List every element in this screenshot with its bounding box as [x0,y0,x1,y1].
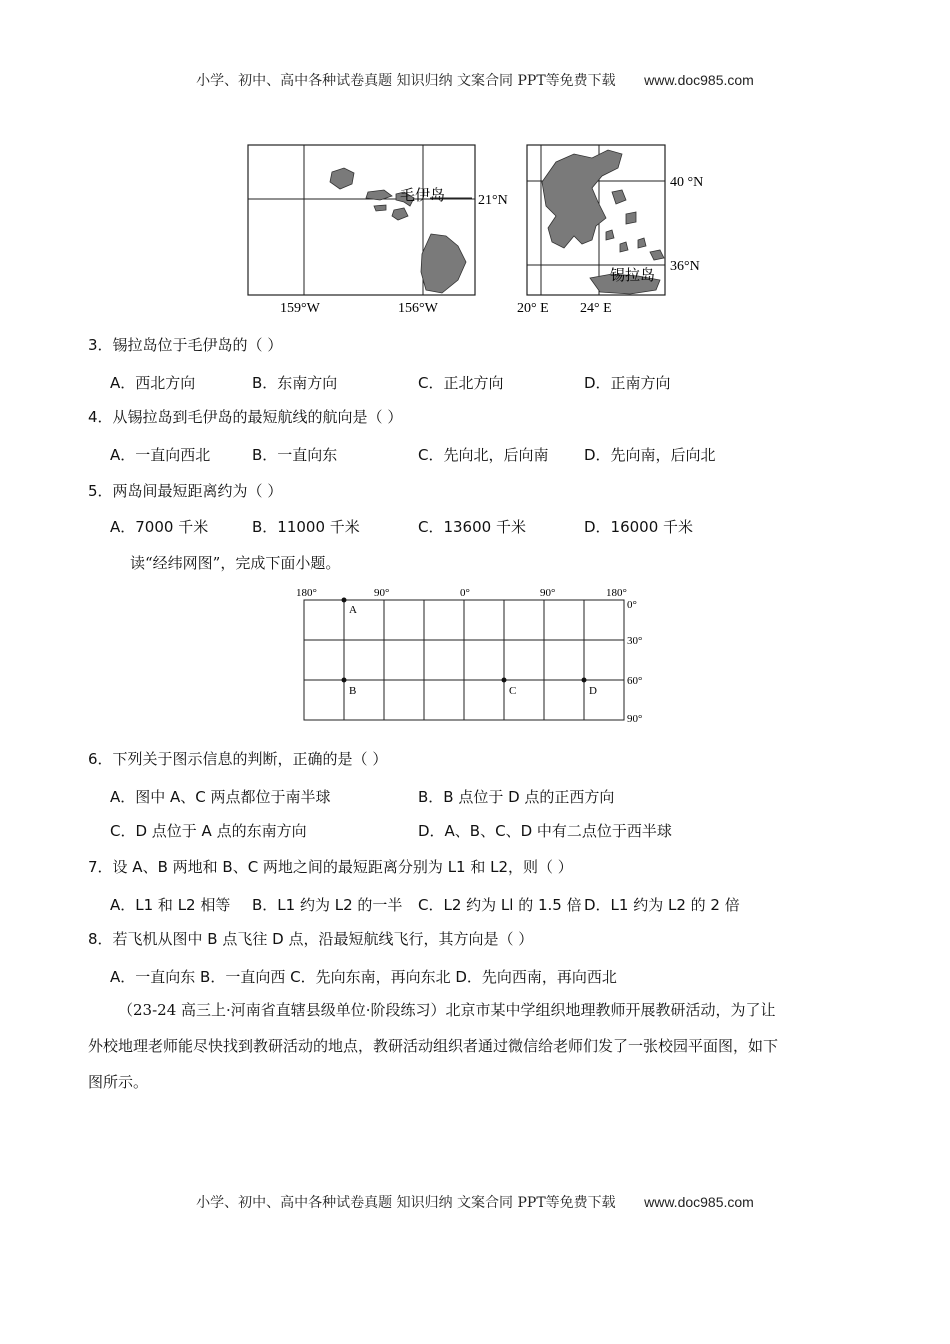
q7-option-c: C．L2 约为 Ll 的 1.5 倍 [418,896,582,914]
santorini-label: 锡拉岛 [610,268,656,284]
grid-lon-label-3: 0° [460,587,470,599]
q3-option-a: A．西北方向 [110,374,196,392]
q4-option-d: D．先向南，后向北 [584,446,716,464]
q3-option-d: D．正南方向 [584,374,671,392]
passage-line-3: 图所示。 [88,1073,149,1091]
q4-option-c: C．先向北，后向南 [418,446,549,464]
q6-option-b: B．B 点位于 D 点的正西方向 [418,788,615,806]
point-b-dot [342,678,347,683]
grid-lat-label-2: 30° [627,635,643,647]
point-d-label: D [589,685,597,697]
footer-text: 小学、初中、高中各种试卷真题 知识归纳 文案合同 PPT等免费下载 [196,1195,616,1211]
maui-lon-label-1: 159°W [280,301,320,316]
question-7-stem: 7．设 A、B 两地和 B、C 两地之间的最短距离分别为 L1 和 L2，则（ ） [88,858,573,876]
point-a-dot [342,598,347,603]
grid-intro: 读“经纬网图”，完成下面小题。 [130,554,341,572]
maui-map [248,145,508,316]
grid-lat-label-4: 90° [627,713,643,725]
q6-option-a: A．图中 A、C 两点都位于南半球 [110,788,331,806]
lat-lon-grid-figure [296,584,656,728]
page-header [0,70,950,90]
grid-lat-label-3: 60° [627,675,643,687]
point-b-label: B [349,685,357,697]
santorini-lat-label-2: 36°N [670,259,700,274]
question-8-stem: 8．若飞机从图中 B 点飞往 D 点，沿最短航线飞行，其方向是（ ） [88,930,534,948]
lat-lon-grid-svg [296,584,656,728]
question-4-stem: 4．从锡拉岛到毛伊岛的最短航线的航向是（ ） [88,408,403,426]
q3-option-c: C．正北方向 [418,374,504,392]
q4-option-a: A．一直向西北 [110,446,211,464]
header-url[interactable]: www.doc985.com [644,72,754,88]
maui-lon-label-2: 156°W [398,301,438,316]
point-d-dot [582,678,587,683]
point-c-label: C [509,685,517,697]
island-maps-svg [246,140,716,320]
footer-url[interactable]: www.doc985.com [644,1194,754,1210]
santorini-lat-label-1: 40 °N [670,175,704,190]
grid-lon-label-4: 90° [540,587,556,599]
header-text: 小学、初中、高中各种试卷真题 知识归纳 文案合同 PPT等免费下载 [196,73,616,89]
q5-option-c: C．13600 千米 [418,518,526,536]
q5-option-a: A．7000 千米 [110,518,209,536]
question-5-stem: 5．两岛间最短距离约为（ ） [88,482,283,500]
q5-option-b: B．11000 千米 [252,518,360,536]
island-maps-figure [246,140,716,320]
q7-option-d: D．L1 约为 L2 的 2 倍 [584,896,740,914]
question-3-stem: 3．锡拉岛位于毛伊岛的（ ） [88,336,283,354]
q6-option-c: C．D 点位于 A 点的东南方向 [110,822,307,840]
passage-line-1: （23-24 高三上·河南省直辖县级单位·阶段练习）北京市某中学组织地理教师开展教研活动，为了让 [118,1001,776,1019]
santorini-lon-label-2: 24° E [580,301,612,316]
q8-options: A．一直向东 B．一直向西 C．先向东南，再向东北 D．先向西南，再向西北 [110,968,617,986]
santorini-map [517,145,703,316]
santorini-lon-label-1: 20° E [517,301,549,316]
passage-line-2: 外校地理老师能尽快找到教研活动的地点，教研活动组织者通过微信给老师们发了一张校园平面图，如下 [88,1037,779,1055]
point-c-dot [502,678,507,683]
maui-label: 毛伊岛 [400,188,446,204]
question-6-stem: 6．下列关于图示信息的判断，正确的是（ ） [88,750,388,768]
q7-option-a: A．L1 和 L2 相等 [110,896,231,914]
grid-lon-label-5: 180° [606,587,627,599]
page-footer [0,1192,950,1212]
grid-lat-label-1: 0° [627,599,637,611]
passage [88,992,858,1100]
grid-lon-label-2: 90° [374,587,390,599]
q4-option-b: B．一直向东 [252,446,338,464]
grid-lon-label-1: 180° [296,587,317,599]
point-a-label: A [349,604,357,616]
q3-option-b: B．东南方向 [252,374,338,392]
maui-lat-label: 21°N [478,193,508,208]
q5-option-d: D．16000 千米 [584,518,694,536]
q7-option-b: B．L1 约为 L2 的一半 [252,896,403,914]
q6-option-d: D．A、B、C、D 中有二点位于西半球 [418,822,672,840]
